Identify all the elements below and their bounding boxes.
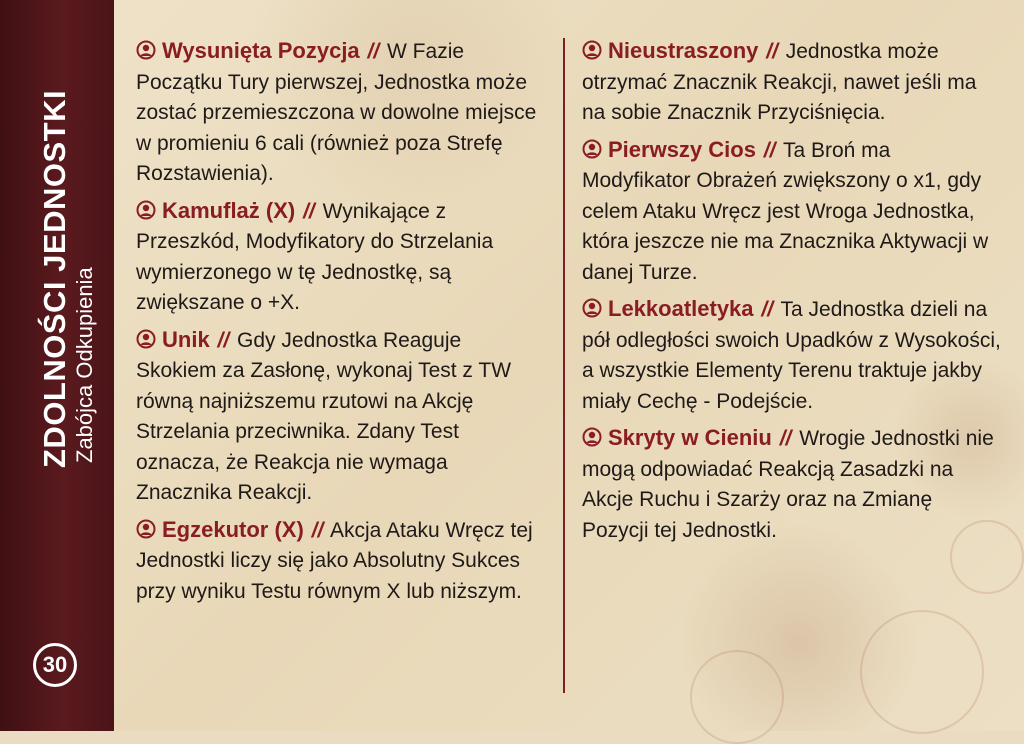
ability-name: Lekkoatletyka: [608, 296, 754, 321]
page-number: 30: [33, 643, 77, 687]
separator: //: [766, 40, 778, 63]
unit-name: Zabójca Odkupienia: [72, 267, 97, 463]
ability-description: Akcja Ataku Wręcz tej Jednostki liczy się jako Absolutny Sukces przy wyniku Testu równym X lub niższym.: [136, 518, 533, 603]
section-title: ZDOLNOŚCI JEDNOSTKI: [37, 89, 72, 468]
separator: //: [311, 518, 324, 542]
coffee-stain: [860, 610, 984, 734]
ability-name: Pierwszy Cios: [608, 136, 756, 162]
ability-entry: [582, 36, 1002, 129]
ability-description: Gdy Jednostka Reaguje Skokiem za Zasłonę, wykonaj Test z TW równą najniższemu rzutowi na Akcję Strzelania przeciwnika. Zdany Test oznacza, że Reakcja nie wymaga Znacznika Reakcji.: [136, 328, 512, 504]
ability-name: Kamuflaż (X): [162, 197, 296, 223]
separator: //: [763, 138, 776, 162]
unit-person-icon: [582, 427, 602, 447]
ability-name: Nieustraszony: [608, 38, 759, 63]
ability-description: Ta Jednostka dzieli na pół odległości swoich Upadków z Wysokości, a wszystkie Elementy Terenu traktuje jakby miały Cechę - Podejście.: [582, 298, 1001, 413]
ability-name: Wysunięta Pozycja: [162, 38, 360, 63]
ability-entry: [582, 423, 1002, 546]
ability-description: Wynikające z Przeszkód, Modyfikatory do Strzelania wymierzonego w tę Jednostkę, są zwiększane o +X.: [136, 199, 494, 314]
unit-person-icon: [136, 200, 156, 220]
unit-person-icon: [136, 519, 156, 539]
ability-entry: [582, 135, 1002, 289]
ability-description: Ta Broń ma Modyfikator Obrażeń zwiększony o x1, gdy celem Ataku Wręcz jest Wroga Jednostka, która jeszcze nie ma Znacznika Aktywacji w danej Turze.: [582, 138, 989, 284]
unit-person-icon: [582, 139, 602, 159]
ability-description: Jednostka może otrzymać Znacznik Reakcji, nawet jeśli ma na sobie Znacznik Przyciśnięcia.: [582, 40, 977, 124]
ability-name: Skryty w Cieniu: [608, 425, 772, 450]
unit-person-icon: [582, 40, 602, 60]
column-divider: [563, 38, 565, 693]
unit-person-icon: [582, 298, 602, 318]
unit-person-icon: [136, 40, 156, 60]
sidebar: [0, 0, 114, 731]
separator: //: [303, 199, 315, 223]
ability-entry: [582, 294, 1002, 417]
separator: //: [367, 40, 380, 63]
unit-person-icon: [136, 329, 156, 349]
ability-entry: [136, 36, 546, 190]
right-column: [582, 36, 1002, 552]
ability-description: Wrogie Jednostki nie mogą odpowiadać Reakcją Zasadzki na Akcje Ruchu i Szarży oraz na Zmianę Pozycji tej Jednostki.: [582, 427, 994, 542]
ability-name: Egzekutor (X): [162, 516, 304, 542]
coffee-stain: [690, 650, 784, 744]
ability-name: Unik: [162, 326, 210, 352]
ability-entry: [136, 515, 546, 608]
sidebar-heading: [38, 90, 98, 468]
separator: //: [761, 298, 774, 321]
ability-description: W Fazie Początku Tury pierwszej, Jednostka może zostać przemieszczona w dowolne miejsce w promieniu 6 cali (również poza Strefę Rozstawienia).: [136, 40, 537, 185]
ability-entry: [136, 196, 546, 319]
left-column: [136, 36, 546, 613]
ability-entry: [136, 325, 546, 509]
separator: //: [779, 427, 792, 450]
separator: //: [217, 328, 230, 352]
